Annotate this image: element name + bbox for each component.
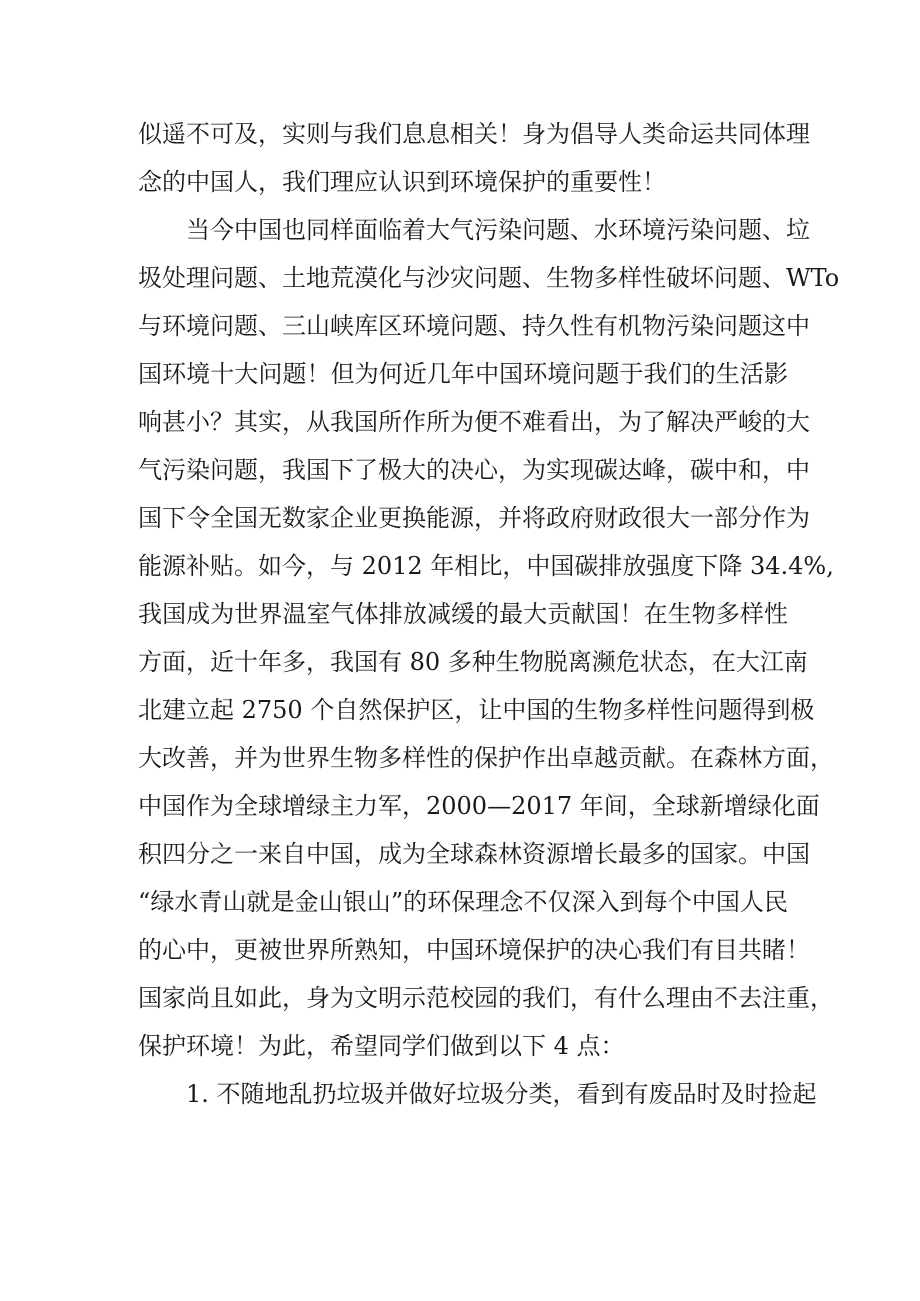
text-line: 我国成为世界温室气体排放减缓的最大贡献国！在生物多样性 [138, 600, 788, 628]
text-line: 方面，近十年多，我国有 80 多种生物脱离濒危状态，在大江南 [138, 648, 808, 676]
paragraph-1 [138, 110, 810, 206]
text-line: 北建立起 2750 个自然保护区，让中国的生物多样性问题得到极 [138, 696, 815, 724]
paragraph-2 [138, 206, 840, 1070]
text-line: 国下令全国无数家企业更换能源，并将政府财政很大一部分作为 [138, 504, 810, 532]
text-line: 的心中，更被世界所熟知，中国环境保护的决心我们有目共睹！ [138, 936, 810, 964]
text-line: 积四分之一来自中国，成为全球森林资源增长最多的国家。中国 [138, 840, 810, 868]
text-line: 保护环境！为此，希望同学们做到以下 4 点： [138, 1032, 625, 1060]
text-line: 与环境问题、三山峡库区环境问题、持久性有机物污染问题这中 [138, 312, 810, 340]
list-item-1 [138, 1070, 817, 1118]
text-line: 似遥不可及，实则与我们息息相关！身为倡导人类命运共同体理 [138, 120, 810, 148]
text-line: “绿水青山就是金山银山”的环保理念不仅深入到每个中国人民 [138, 888, 788, 916]
text-line: 响甚小？其实，从我国所作所为便不难看出，为了解决严峻的大 [138, 408, 810, 436]
text-line: 念的中国人，我们理应认识到环境保护的重要性！ [138, 168, 666, 196]
text-line: 国环境十大问题！但为何近几年中国环境问题于我们的生活影 [138, 360, 788, 388]
text-line: 气污染问题，我国下了极大的决心，为实现碳达峰，碳中和，中 [138, 456, 810, 484]
text-line: 1. 不随地乱扔垃圾并做好垃圾分类，看到有废品时及时捡起 [186, 1080, 817, 1108]
text-line: 大改善，并为世界生物多样性的保护作出卓越贡献。在森林方面， [138, 744, 834, 772]
text-line: 国家尚且如此，身为文明示范校园的我们，有什么理由不去注重， [138, 984, 834, 1012]
text-line: 能源补贴。如今，与 2012 年相比，中国碳排放强度下降 34.4%, [138, 552, 834, 580]
text-line: 中国作为全球增绿主力军，2000—2017 年间，全球新增绿化面 [138, 792, 820, 820]
text-line: 当今中国也同样面临着大气污染问题、水环境污染问题、垃 [186, 216, 810, 244]
document-body [138, 110, 840, 1118]
text-line: 圾处理问题、土地荒漠化与沙灾问题、生物多样性破坏问题、WTo [138, 264, 840, 292]
